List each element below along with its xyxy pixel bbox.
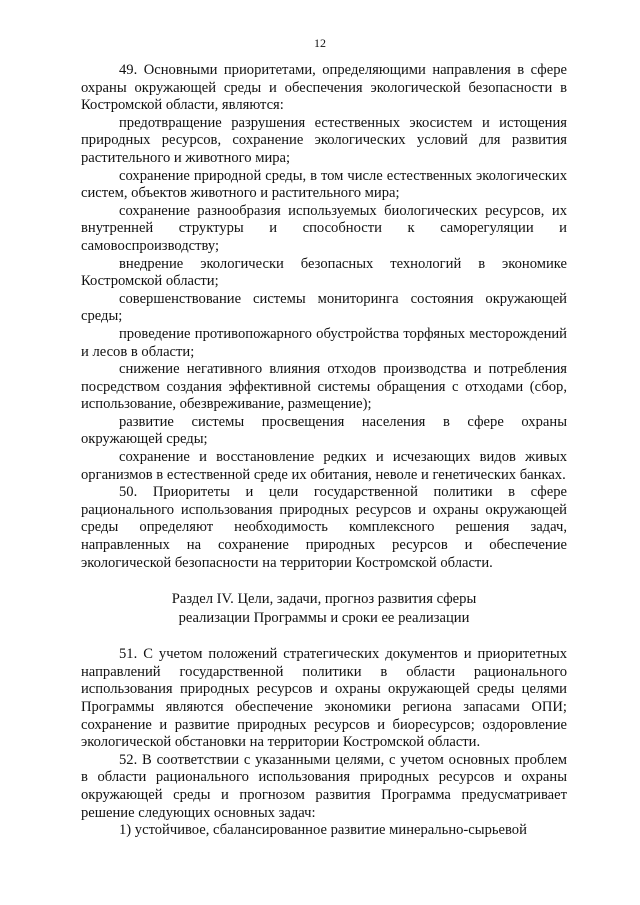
document-body — [81, 62, 567, 840]
paragraph-49: 49. Основными приоритетами, определяющими направления в сфере охраны окружающей среды и обеспечения экологической безопасности в Костромской области, являются: — [81, 62, 567, 114]
section-heading — [81, 590, 567, 628]
priority-item: развитие системы просвещения населения в сфере охраны окружающей среды; — [81, 413, 567, 448]
priority-item: сохранение природной среды, в том числе естественных экологических систем, объектов животного и растительного мира; — [81, 167, 567, 202]
priority-item: сохранение разнообразия используемых биологических ресурсов, их внутренней структуры и способности к саморегуляции и самовоспроизводству; — [81, 202, 567, 254]
priority-item: предотвращение разрушения естественных экосистем и истощения природных ресурсов, сохранение экологических условий для развития растительного и животного мира; — [81, 114, 567, 166]
paragraph-51: 51. С учетом положений стратегических документов и приоритетных направлений государственной политики в области рационального использования природных ресурсов и охраны окружающей среды целями Программы являются обеспечение экономики региона запасами ОПИ; сохранение и развитие природных ресурсов и биоресурсов; оздоровление экологической обстановки на территории Костромской области. — [81, 646, 567, 751]
priority-item: проведение противопожарного обустройства торфяных месторождений и лесов в области; — [81, 325, 567, 360]
section-heading-line2: реализации Программы и сроки ее реализации — [178, 610, 470, 627]
priority-item: совершенствование системы мониторинга состояния окружающей среды; — [81, 290, 567, 325]
paragraph-52: 52. В соответствии с указанными целями, с учетом основных проблем в области рационального использования природных ресурсов и охраны окружающей среды и прогнозом развития Программа предусматривает решение следующих основных задач: — [81, 751, 567, 821]
priority-item: сохранение и восстановление редких и исчезающих видов живых организмов в естественной среде их обитания, неволе и генетических банках. — [81, 449, 567, 483]
task-item-1: 1) устойчивое, сбалансированное развитие минерально-сырьевой — [119, 822, 527, 839]
page-number: 12 — [314, 36, 326, 50]
section-heading-line1: Раздел IV. Цели, задачи, прогноз развития сферы — [171, 591, 477, 608]
paragraph-50: 50. Приоритеты и цели государственной политики в сфере рационального использования природных ресурсов и охраны окружающей среды определяют необходимость комплексного решения задач, направленных на сохранение природных ресурсов и обеспечение экологической безопасности на территории Костромской области. — [81, 484, 567, 571]
priority-item: внедрение экологически безопасных технологий в экономике Костромской области; — [81, 255, 567, 290]
priority-item: снижение негативного влияния отходов производства и потребления посредством создания эффективной системы обращения с отходами (сбор, использование, обезвреживание, размещение); — [81, 361, 567, 413]
